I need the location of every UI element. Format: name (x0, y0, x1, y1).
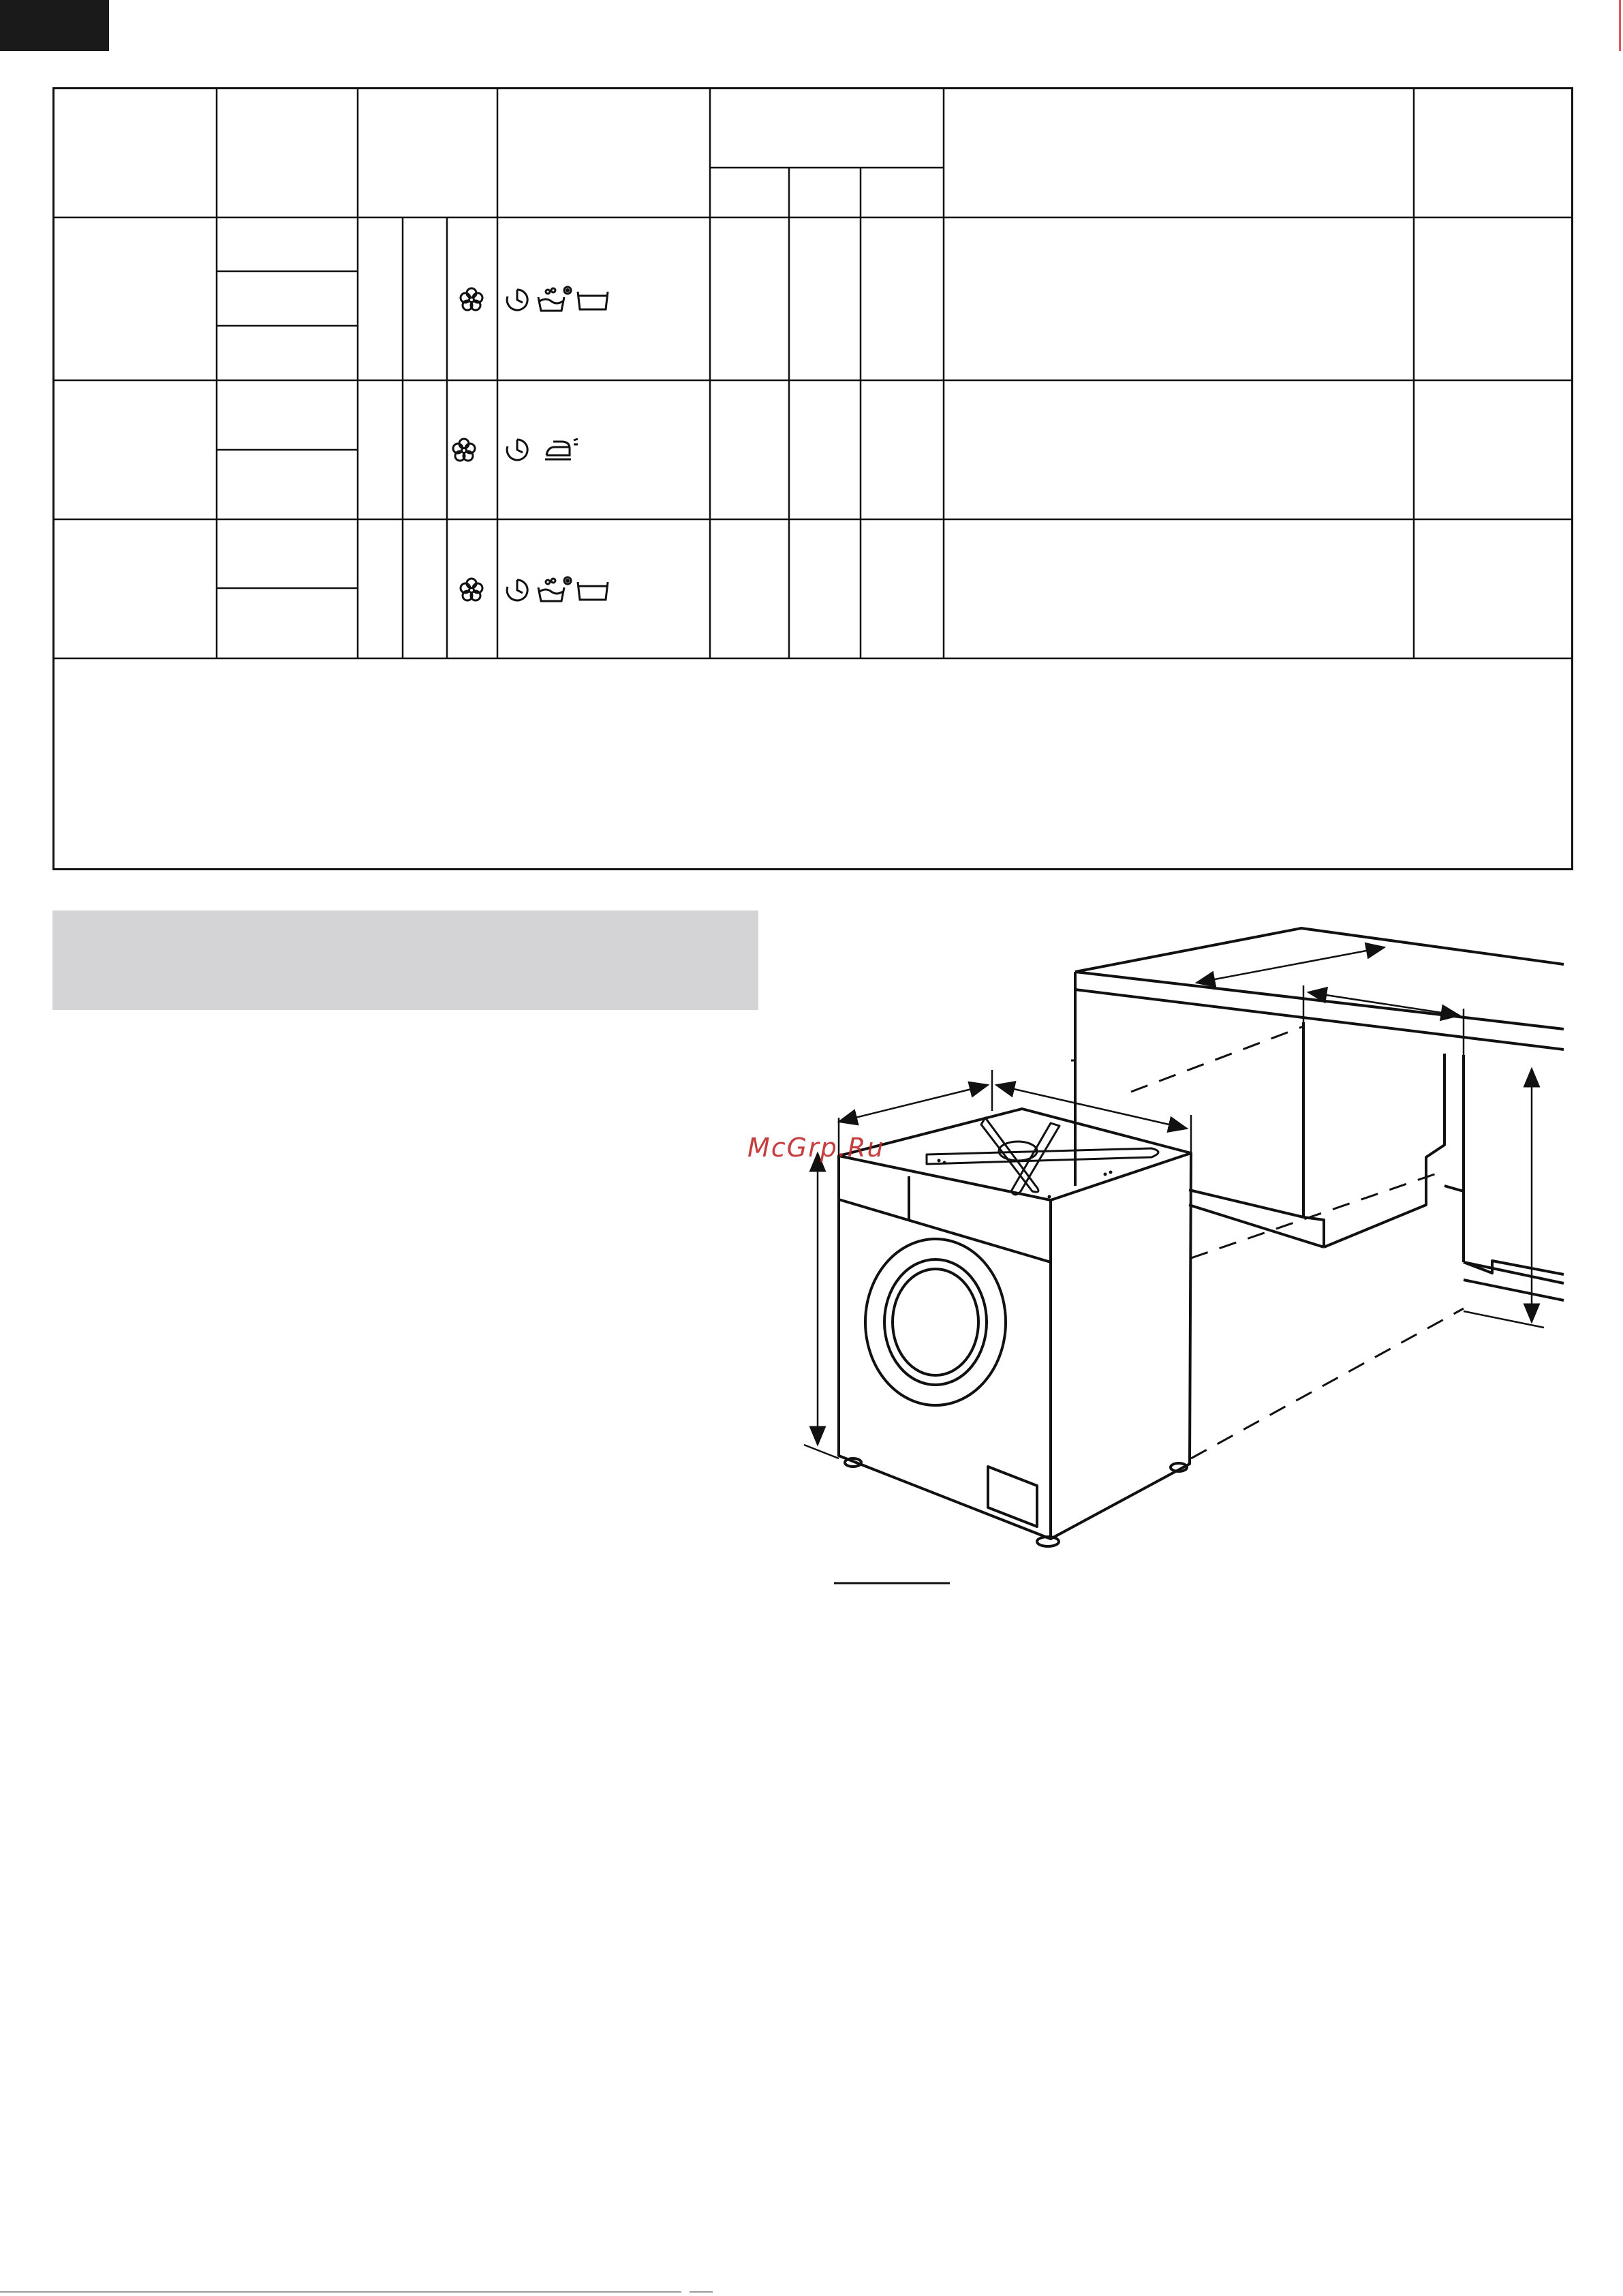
installation-diagram (743, 913, 1623, 1595)
timer-icon (507, 440, 527, 460)
programme-table (52, 87, 1573, 870)
page-tab (0, 0, 109, 51)
fan-icon (461, 288, 482, 310)
iron-icon (545, 439, 578, 459)
fan-icon (461, 579, 482, 600)
footer-rule-short (690, 2291, 713, 2293)
watermark-text: McGrp.Ru (747, 1133, 885, 1163)
hand-wash-icon (538, 577, 571, 601)
washing-machine-drawing (743, 913, 1623, 1595)
tub-icon (578, 292, 608, 309)
footer-rule (0, 2291, 681, 2293)
timer-icon (507, 290, 527, 310)
programme-table-grid (52, 87, 1573, 870)
tub-icon (578, 582, 608, 600)
timer-icon (507, 580, 527, 600)
page-edge-mark (1619, 0, 1621, 51)
installation-banner (52, 910, 758, 1010)
hand-wash-icon (538, 287, 571, 311)
fan-icon (453, 439, 475, 461)
